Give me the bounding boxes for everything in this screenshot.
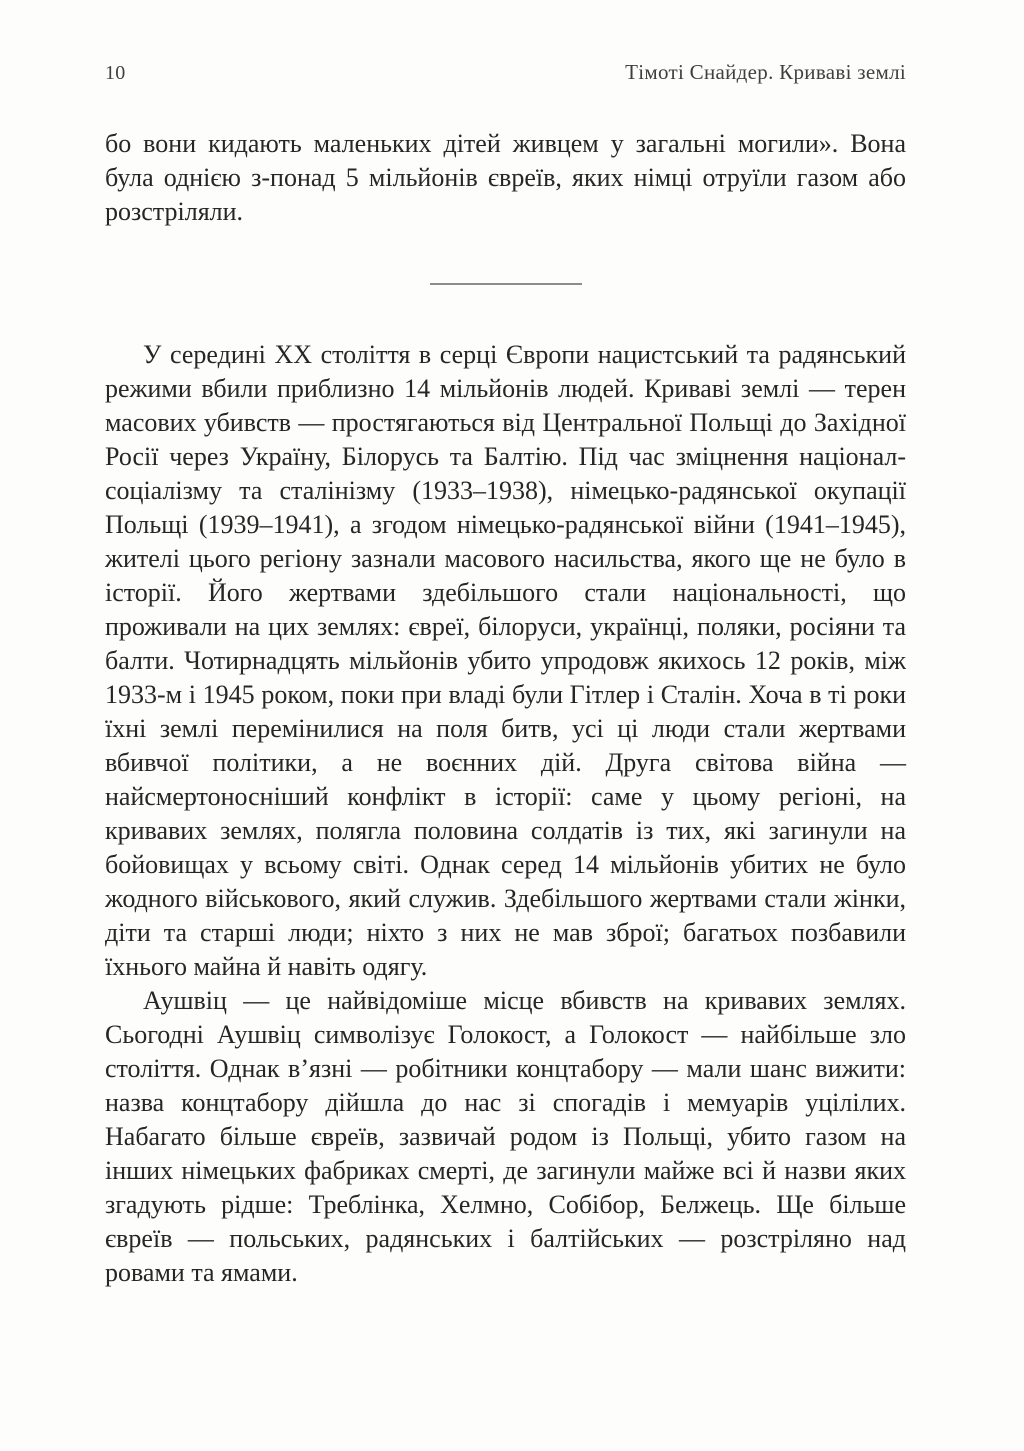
paragraph: У середині XX століття в серці Європи нацистський та радянський режими вбили приблизно 14 мільйонів людей. Криваві землі — терен масових убивств — простягаються від Центральної Польщі до Західної Росії через Україну, Білорусь та Балтію. Під час зміцнення націонал-соціалізму та сталінізму (1933–1938), німецько-радянської окупації Польщі (1939–1941), а згодом німецько-радянської війни (1941–1945), жителі цього регіону зазнали масового насильства, якого ще не було в історії. Його жертвами здебільшого стали національності, що проживали на цих землях: євреї, білоруси, українці, поляки, росіяни та балти. Чотирнадцять мільйонів убито упродовж якихось 12 років, між 1933-м і 1945 роком, поки при владі були Гітлер і Сталін. Хоча в ті роки їхні землі перемінилися на поля битв, усі ці люди стали жертвами вбивчої політики, а не воєнних дій. Друга світова війна — найсмертоносніший конфлікт в історії: саме у цьому регіоні, на кривавих землях, полягла половина солдатів із тих, які загинули на бойовищах у всьому світі. Однак серед 14 мільйонів убитих не було жодного військового, який служив. Здебільшого жертвами стали жінки, діти та старші люди; ніхто з них не мав зброї; багатьох позбавили їхнього майна й навіть одягу.: [105, 340, 906, 981]
paragraph: Аушвіц — це найвідоміше місце вбивств на кривавих землях. Сьогодні Аушвіц символізує Голокост, а Голокост — найбільше зло століття. Однак в’язні — робітники концтабору — мали шанс вижити: назва концтабору дійшла до нас зі спогадів і мемуарів уцілілих. Набагато більше євреїв, зазвичай родом із Польщі, убито газом на інших німецьких фабриках смерті, де загинули майже всі й назви яких згадують рідше: Треблінка, Хелмно, Собібор, Белжець. Ще більше євреїв — польських, радянських і балтійських — розстріляно над ровами та ямами.: [105, 986, 906, 1287]
paragraph-continuation: бо вони кидають маленьких дітей живцем у загальні могили». Вона була однією з-понад 5 мільйонів євреїв, яких німці отруїли газом або розстріляли.: [105, 129, 906, 226]
running-header: [105, 60, 906, 85]
section-divider: [430, 283, 582, 285]
page-number: 10: [105, 62, 126, 84]
body-text: [105, 127, 906, 1290]
running-title: Тімоті Снайдер. Криваві землі: [625, 60, 906, 84]
